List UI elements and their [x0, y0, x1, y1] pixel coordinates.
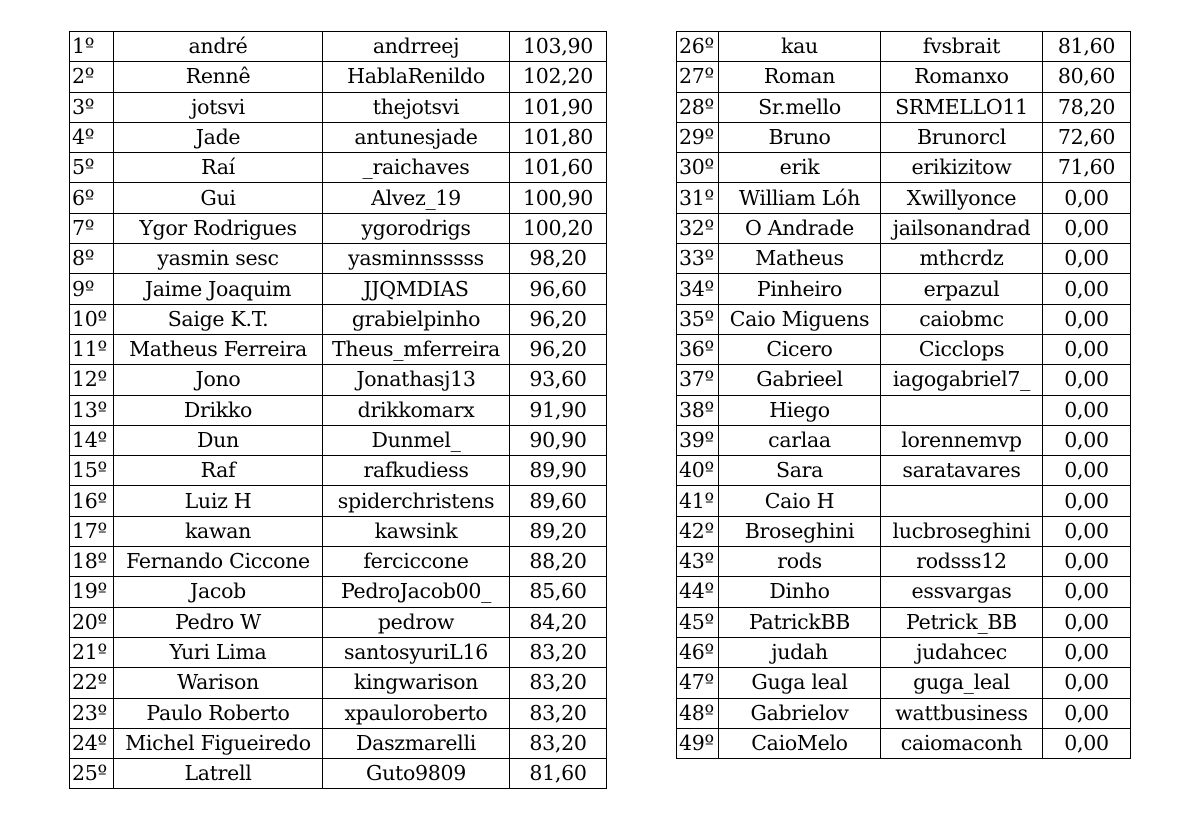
- username-cell: Theus_mferreira: [323, 334, 510, 364]
- score-cell: 0,00: [1043, 577, 1131, 607]
- username-cell: Petrick_BB: [881, 607, 1043, 637]
- table-row: [70, 153, 607, 183]
- player-name-cell: PatrickBB: [719, 607, 881, 637]
- rank-cell: 34º: [677, 274, 719, 304]
- table-row: [677, 304, 1131, 334]
- player-name-cell: andré: [114, 32, 323, 62]
- player-name-cell: Caio H: [719, 486, 881, 516]
- username-cell: erikizitow: [881, 153, 1043, 183]
- table-row: [70, 759, 607, 789]
- score-cell: 96,20: [510, 304, 607, 334]
- player-name-cell: judah: [719, 637, 881, 667]
- score-cell: 100,90: [510, 183, 607, 213]
- player-name-cell: Warison: [114, 668, 323, 698]
- score-cell: 0,00: [1043, 637, 1131, 667]
- rank-cell: 29º: [677, 122, 719, 152]
- player-name-cell: Ygor Rodrigues: [114, 213, 323, 243]
- username-cell: yasminnsssss: [323, 244, 510, 274]
- player-name-cell: Raf: [114, 456, 323, 486]
- table-row: [70, 213, 607, 243]
- score-cell: 83,20: [510, 728, 607, 758]
- username-cell: fvsbrait: [881, 32, 1043, 62]
- username-cell: kawsink: [323, 516, 510, 546]
- username-cell: thejotsvi: [323, 92, 510, 122]
- username-cell: Dunmel_: [323, 425, 510, 455]
- rank-cell: 19º: [70, 577, 114, 607]
- score-cell: 83,20: [510, 637, 607, 667]
- table-row: [677, 456, 1131, 486]
- table-row: [677, 607, 1131, 637]
- rank-cell: 24º: [70, 728, 114, 758]
- username-cell: PedroJacob00_: [323, 577, 510, 607]
- username-cell: HablaRenildo: [323, 62, 510, 92]
- rank-cell: 48º: [677, 698, 719, 728]
- score-cell: 0,00: [1043, 728, 1131, 758]
- rank-cell: 21º: [70, 637, 114, 667]
- player-name-cell: William Lóh: [719, 183, 881, 213]
- player-name-cell: Fernando Ciccone: [114, 547, 323, 577]
- rank-cell: 10º: [70, 304, 114, 334]
- score-cell: 0,00: [1043, 668, 1131, 698]
- table-row: [70, 244, 607, 274]
- player-name-cell: erik: [719, 153, 881, 183]
- table-row: [70, 183, 607, 213]
- player-name-cell: Gabrieel: [719, 365, 881, 395]
- table-row: [677, 244, 1131, 274]
- player-name-cell: Guga leal: [719, 668, 881, 698]
- player-name-cell: O Andrade: [719, 213, 881, 243]
- rank-cell: 36º: [677, 334, 719, 364]
- score-cell: 83,20: [510, 698, 607, 728]
- table-row: [70, 62, 607, 92]
- player-name-cell: yasmin sesc: [114, 244, 323, 274]
- username-cell: andrreej: [323, 32, 510, 62]
- table-row: [70, 304, 607, 334]
- rank-cell: 23º: [70, 698, 114, 728]
- username-cell: Daszmarelli: [323, 728, 510, 758]
- score-cell: 0,00: [1043, 213, 1131, 243]
- table-row: [677, 698, 1131, 728]
- score-cell: 90,90: [510, 425, 607, 455]
- player-name-cell: Raí: [114, 153, 323, 183]
- rank-cell: 47º: [677, 668, 719, 698]
- rank-cell: 28º: [677, 92, 719, 122]
- score-cell: 89,90: [510, 456, 607, 486]
- table-row: [70, 122, 607, 152]
- score-cell: 78,20: [1043, 92, 1131, 122]
- rank-cell: 30º: [677, 153, 719, 183]
- username-cell: Alvez_19: [323, 183, 510, 213]
- table-row: [677, 668, 1131, 698]
- score-cell: 0,00: [1043, 547, 1131, 577]
- rank-cell: 13º: [70, 395, 114, 425]
- rank-cell: 9º: [70, 274, 114, 304]
- score-cell: 0,00: [1043, 516, 1131, 546]
- score-cell: 0,00: [1043, 698, 1131, 728]
- ranking-table-right: [676, 31, 1131, 759]
- table-row: [677, 395, 1131, 425]
- ranking-table-left: [69, 31, 607, 789]
- username-cell: lorennemvp: [881, 425, 1043, 455]
- rank-cell: 18º: [70, 547, 114, 577]
- rank-cell: 20º: [70, 607, 114, 637]
- table-row: [70, 486, 607, 516]
- player-name-cell: Jaime Joaquim: [114, 274, 323, 304]
- username-cell: iagogabriel7_: [881, 365, 1043, 395]
- table-row: [677, 637, 1131, 667]
- score-cell: 101,90: [510, 92, 607, 122]
- table-row: [70, 395, 607, 425]
- rank-cell: 32º: [677, 213, 719, 243]
- username-cell: mthcrdz: [881, 244, 1043, 274]
- rank-cell: 43º: [677, 547, 719, 577]
- table-row: [70, 32, 607, 62]
- table-row: [70, 456, 607, 486]
- player-name-cell: Pinheiro: [719, 274, 881, 304]
- table-row: [70, 425, 607, 455]
- score-cell: 80,60: [1043, 62, 1131, 92]
- score-cell: 0,00: [1043, 183, 1131, 213]
- rank-cell: 1º: [70, 32, 114, 62]
- score-cell: 0,00: [1043, 486, 1131, 516]
- table-row: [70, 516, 607, 546]
- username-cell: essvargas: [881, 577, 1043, 607]
- score-cell: 0,00: [1043, 607, 1131, 637]
- rank-cell: 14º: [70, 425, 114, 455]
- player-name-cell: Matheus: [719, 244, 881, 274]
- score-cell: 0,00: [1043, 244, 1131, 274]
- rank-cell: 6º: [70, 183, 114, 213]
- ranking-table-right-body: [677, 32, 1131, 759]
- username-cell: pedrow: [323, 607, 510, 637]
- username-cell: SRMELLO11: [881, 92, 1043, 122]
- rank-cell: 49º: [677, 728, 719, 758]
- player-name-cell: Luiz H: [114, 486, 323, 516]
- rank-cell: 40º: [677, 456, 719, 486]
- player-name-cell: Michel Figueiredo: [114, 728, 323, 758]
- username-cell: [881, 486, 1043, 516]
- rank-cell: 12º: [70, 365, 114, 395]
- score-cell: 103,90: [510, 32, 607, 62]
- player-name-cell: Hiego: [719, 395, 881, 425]
- table-row: [677, 32, 1131, 62]
- rank-cell: 4º: [70, 122, 114, 152]
- score-cell: 96,20: [510, 334, 607, 364]
- table-row: [677, 274, 1131, 304]
- table-row: [70, 698, 607, 728]
- table-row: [70, 668, 607, 698]
- player-name-cell: carlaa: [719, 425, 881, 455]
- rank-cell: 44º: [677, 577, 719, 607]
- player-name-cell: Yuri Lima: [114, 637, 323, 667]
- rank-cell: 37º: [677, 365, 719, 395]
- rank-cell: 17º: [70, 516, 114, 546]
- rank-cell: 11º: [70, 334, 114, 364]
- username-cell: wattbusiness: [881, 698, 1043, 728]
- username-cell: saratavares: [881, 456, 1043, 486]
- player-name-cell: Latrell: [114, 759, 323, 789]
- table-row: [70, 547, 607, 577]
- table-row: [70, 274, 607, 304]
- username-cell: rodsss12: [881, 547, 1043, 577]
- table-row: [677, 425, 1131, 455]
- rank-cell: 8º: [70, 244, 114, 274]
- username-cell: spiderchristens: [323, 486, 510, 516]
- username-cell: [881, 395, 1043, 425]
- rank-cell: 15º: [70, 456, 114, 486]
- table-row: [677, 547, 1131, 577]
- table-row: [70, 637, 607, 667]
- player-name-cell: Rennê: [114, 62, 323, 92]
- score-cell: 0,00: [1043, 365, 1131, 395]
- player-name-cell: kau: [719, 32, 881, 62]
- score-cell: 89,20: [510, 516, 607, 546]
- username-cell: Jonathasj13: [323, 365, 510, 395]
- username-cell: _raichaves: [323, 153, 510, 183]
- rank-cell: 38º: [677, 395, 719, 425]
- rank-cell: 7º: [70, 213, 114, 243]
- score-cell: 88,20: [510, 547, 607, 577]
- rank-cell: 31º: [677, 183, 719, 213]
- table-row: [677, 153, 1131, 183]
- rank-cell: 41º: [677, 486, 719, 516]
- score-cell: 83,20: [510, 668, 607, 698]
- player-name-cell: Gui: [114, 183, 323, 213]
- username-cell: caiobmc: [881, 304, 1043, 334]
- score-cell: 102,20: [510, 62, 607, 92]
- table-row: [677, 62, 1131, 92]
- table-row: [70, 92, 607, 122]
- username-cell: judahcec: [881, 637, 1043, 667]
- rank-cell: 33º: [677, 244, 719, 274]
- table-row: [677, 122, 1131, 152]
- table-row: [677, 213, 1131, 243]
- player-name-cell: Jade: [114, 122, 323, 152]
- rank-cell: 25º: [70, 759, 114, 789]
- score-cell: 85,60: [510, 577, 607, 607]
- table-row: [70, 334, 607, 364]
- score-cell: 96,60: [510, 274, 607, 304]
- table-row: [70, 607, 607, 637]
- score-cell: 93,60: [510, 365, 607, 395]
- rank-cell: 2º: [70, 62, 114, 92]
- username-cell: Brunorcl: [881, 122, 1043, 152]
- username-cell: ygorodrigs: [323, 213, 510, 243]
- player-name-cell: Caio Miguens: [719, 304, 881, 334]
- username-cell: guga_leal: [881, 668, 1043, 698]
- username-cell: Guto9809: [323, 759, 510, 789]
- player-name-cell: Gabrielov: [719, 698, 881, 728]
- rank-cell: 26º: [677, 32, 719, 62]
- rank-cell: 3º: [70, 92, 114, 122]
- username-cell: grabielpinho: [323, 304, 510, 334]
- player-name-cell: Broseghini: [719, 516, 881, 546]
- username-cell: jailsonandrad: [881, 213, 1043, 243]
- score-cell: 0,00: [1043, 304, 1131, 334]
- player-name-cell: Matheus Ferreira: [114, 334, 323, 364]
- player-name-cell: jotsvi: [114, 92, 323, 122]
- rank-cell: 27º: [677, 62, 719, 92]
- rank-cell: 46º: [677, 637, 719, 667]
- player-name-cell: Saige K.T.: [114, 304, 323, 334]
- player-name-cell: Dinho: [719, 577, 881, 607]
- rank-cell: 42º: [677, 516, 719, 546]
- player-name-cell: CaioMelo: [719, 728, 881, 758]
- table-row: [677, 577, 1131, 607]
- rank-cell: 35º: [677, 304, 719, 334]
- player-name-cell: Dun: [114, 425, 323, 455]
- score-cell: 84,20: [510, 607, 607, 637]
- username-cell: lucbroseghini: [881, 516, 1043, 546]
- score-cell: 71,60: [1043, 153, 1131, 183]
- score-cell: 0,00: [1043, 425, 1131, 455]
- score-cell: 0,00: [1043, 456, 1131, 486]
- player-name-cell: Jacob: [114, 577, 323, 607]
- rank-cell: 16º: [70, 486, 114, 516]
- score-cell: 101,60: [510, 153, 607, 183]
- rank-cell: 5º: [70, 153, 114, 183]
- username-cell: kingwarison: [323, 668, 510, 698]
- table-row: [677, 92, 1131, 122]
- rank-cell: 45º: [677, 607, 719, 637]
- score-cell: 100,20: [510, 213, 607, 243]
- username-cell: rafkudiess: [323, 456, 510, 486]
- score-cell: 98,20: [510, 244, 607, 274]
- score-cell: 81,60: [1043, 32, 1131, 62]
- table-row: [677, 183, 1131, 213]
- username-cell: xpauloroberto: [323, 698, 510, 728]
- player-name-cell: Roman: [719, 62, 881, 92]
- score-cell: 0,00: [1043, 395, 1131, 425]
- player-name-cell: Cicero: [719, 334, 881, 364]
- player-name-cell: Paulo Roberto: [114, 698, 323, 728]
- rank-cell: 22º: [70, 668, 114, 698]
- player-name-cell: rods: [719, 547, 881, 577]
- table-row: [677, 334, 1131, 364]
- username-cell: caiomaconh: [881, 728, 1043, 758]
- username-cell: drikkomarx: [323, 395, 510, 425]
- score-cell: 72,60: [1043, 122, 1131, 152]
- player-name-cell: kawan: [114, 516, 323, 546]
- score-cell: 101,80: [510, 122, 607, 152]
- player-name-cell: Drikko: [114, 395, 323, 425]
- table-row: [677, 365, 1131, 395]
- score-cell: 0,00: [1043, 334, 1131, 364]
- table-row: [677, 516, 1131, 546]
- username-cell: Cicclops: [881, 334, 1043, 364]
- username-cell: Romanxo: [881, 62, 1043, 92]
- player-name-cell: Pedro W: [114, 607, 323, 637]
- score-cell: 81,60: [510, 759, 607, 789]
- player-name-cell: Sr.mello: [719, 92, 881, 122]
- username-cell: erpazul: [881, 274, 1043, 304]
- username-cell: JJQMDIAS: [323, 274, 510, 304]
- score-cell: 0,00: [1043, 274, 1131, 304]
- rank-cell: 39º: [677, 425, 719, 455]
- username-cell: santosyuriL16: [323, 637, 510, 667]
- table-row: [70, 728, 607, 758]
- ranking-table-left-body: [70, 32, 607, 789]
- table-row: [70, 365, 607, 395]
- player-name-cell: Jono: [114, 365, 323, 395]
- username-cell: ferciccone: [323, 547, 510, 577]
- player-name-cell: Sara: [719, 456, 881, 486]
- username-cell: antunesjade: [323, 122, 510, 152]
- table-row: [70, 577, 607, 607]
- table-row: [677, 486, 1131, 516]
- username-cell: Xwillyonce: [881, 183, 1043, 213]
- score-cell: 91,90: [510, 395, 607, 425]
- score-cell: 89,60: [510, 486, 607, 516]
- player-name-cell: Bruno: [719, 122, 881, 152]
- table-row: [677, 728, 1131, 758]
